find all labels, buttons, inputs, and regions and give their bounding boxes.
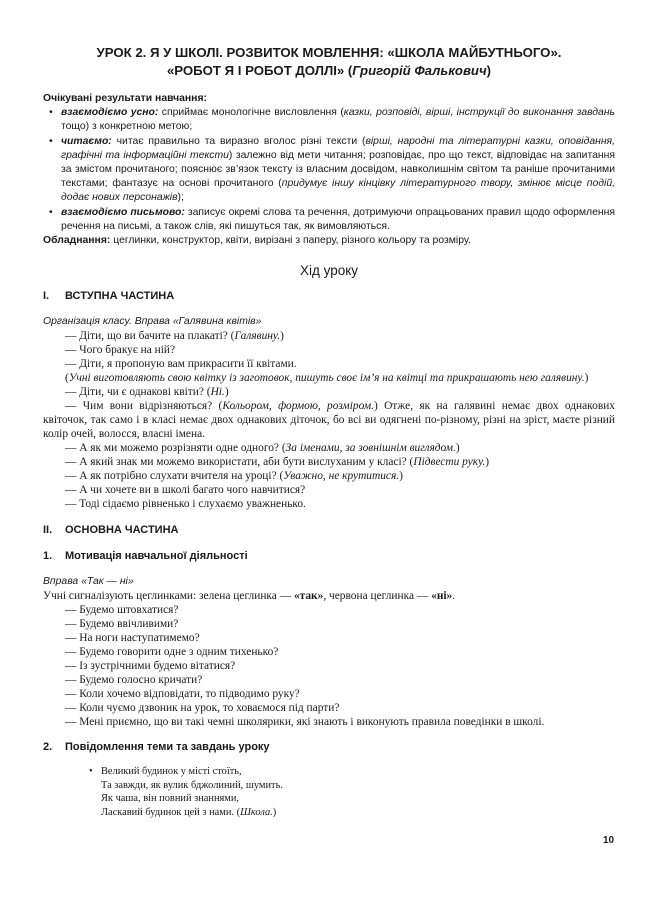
dialogue-line: — А як ми можемо розрізняти одне одного? (За іменами, за зовнішнім виглядом.) — [65, 442, 460, 455]
dialogue-line: — Діти, чи є однакові квіти? (Ні.) — [65, 386, 229, 399]
poem-line: Великий будинок у місті стоїть, — [101, 766, 242, 778]
dialogue-line: — На ноги наступатимемо? — [65, 632, 200, 645]
subsection-heading-topic: 2. Повідомлення теми та завдань уроку — [43, 741, 270, 754]
instruction-line: Учні сигналізують цеглинками: зелена цеглинка — «так», червона цеглинка — «ні». — [43, 590, 456, 603]
dialogue-line: — Чим вони відрізняються? (Кольором, формою, розміром.) Отже, як на галявині немає двох однакових квіточок, так само і в класі немає двох однакових діточок, бо всі ви одягнені по-різному, різні на зріст, маєте різний колір очей, волосся, власні імена. — [43, 400, 615, 441]
dialogue-line: (Учні виготовляють свою квітку із заготовок, пишуть своє ім’я на квітці та прикрашають нею галявину.) — [65, 372, 589, 385]
dialogue-intro — [43, 329, 615, 511]
dialogue-line: — Тоді сідаємо рівненько і слухаємо уважненько. — [65, 498, 306, 511]
outcomes-heading: Очікувані результати навчання: — [43, 93, 207, 104]
title-line-1: УРОК 2. Я У ШКОЛІ. РОЗВИТОК МОВЛЕННЯ: «ШКОЛА МАЙБУТНЬОГО». — [96, 45, 562, 60]
dialogue-line: — Будемо ввічливими? — [65, 618, 179, 631]
dialogue-line: — А чи хочете ви в школі багато чого навчитися? — [65, 484, 306, 497]
dialogue-line: — Коли хочемо відповідати, то підводимо руку? — [65, 688, 300, 701]
riddle-poem — [89, 765, 615, 819]
exercise-title: Організація класу. Вправа «Галявина квітів» — [43, 316, 262, 328]
exercise-title: Вправа «Так — ні» — [43, 576, 134, 588]
dialogue-line: — Мені приємно, що ви такі чемні школярики, які знають і виконують правила поведінки в школі. — [65, 716, 545, 729]
section-heading-main: II. ОСНОВНА ЧАСТИНА — [43, 524, 179, 537]
poem-line: Та завжди, як вулик бджолиний, шумить. — [101, 779, 283, 791]
poem-line: Як чаша, він повний знаннями, — [101, 793, 240, 805]
page — [43, 44, 615, 820]
title-line-2: «РОБОТ Я І РОБОТ ДОЛЛІ» (Григорій Фалькович) — [166, 63, 492, 78]
outcome-item: • взаємодіємо усно: сприймає монологічне висловлення (казки, розповіді, вірші, інструкції до виконання завдань тощо) з конкретною метою; — [43, 106, 615, 134]
subsection-heading-motivation: 1. Мотивація навчальної діяльності — [43, 550, 248, 563]
bullet-icon: • — [89, 766, 93, 778]
dialogue-line: — Діти, я пропоную вам прикрасити її квітами. — [65, 358, 297, 371]
dialogue-line: — Будемо говорити одне з одним тихенько? — [65, 646, 279, 659]
dialogue-line: — Будемо голосно кричати? — [65, 674, 203, 687]
dialogue-motivation — [43, 589, 615, 729]
dialogue-line: — Із зустрічними будемо вітатися? — [65, 660, 236, 673]
equipment-line: Обладнання: цеглинки, конструктор, квіти, вирізані з паперу, різного кольору та розміру. — [43, 235, 471, 247]
author-name: Григорій Фалькович — [352, 63, 487, 78]
dialogue-line: — Чого бракує на ній? — [65, 344, 176, 357]
dialogue-line: — А який знак ми можемо використати, аби бути вислуханим у класі? (Підвести руку.) — [65, 456, 490, 469]
dialogue-line: — Діти, що ви бачите на плакаті? (Галявину.) — [65, 330, 284, 343]
expected-outcomes — [43, 92, 615, 248]
outcome-item: • читаємо: читає правильно та виразно вголос різні тексти (вірші, народні та літературні казки, оповідання, графічні та інформаційні тексти) залежно від мети читання; розповідає, про що текст, відповідає на запитання за змістом прочитаного; пояснює зв’язок тексту із власним досвідом, навколишнім світом та раніше прочитаними текстами; фантазує на основі прочитаного (придумує іншу кінцівку літературного твору, змінює місце подій, додає нових персонажів); — [43, 135, 615, 206]
dialogue-line: — А як потрібно слухати вчителя на уроці? (Уважно, не крутитися.) — [65, 470, 403, 483]
section-heading-intro: I. ВСТУПНА ЧАСТИНА — [43, 290, 175, 303]
dialogue-line: — Будемо штовхатися? — [65, 604, 179, 617]
outcome-item: • взаємодіємо письмово: записує окремі слова та речення, дотримуючи опрацьованих правил щодо оформлення речення на письмі, а також слів, які пишуться так, як вимовляються. — [43, 206, 615, 234]
poem-line: Ласкавий будинок цей з нами. (Школа.) — [101, 807, 277, 819]
lesson-progress-heading: Хід уроку — [299, 263, 359, 279]
dialogue-line: — Коли чуємо дзвоник на урок, то ховаємося під парти? — [65, 702, 340, 715]
lesson-title — [43, 44, 615, 80]
page-number: 10 — [603, 835, 615, 846]
